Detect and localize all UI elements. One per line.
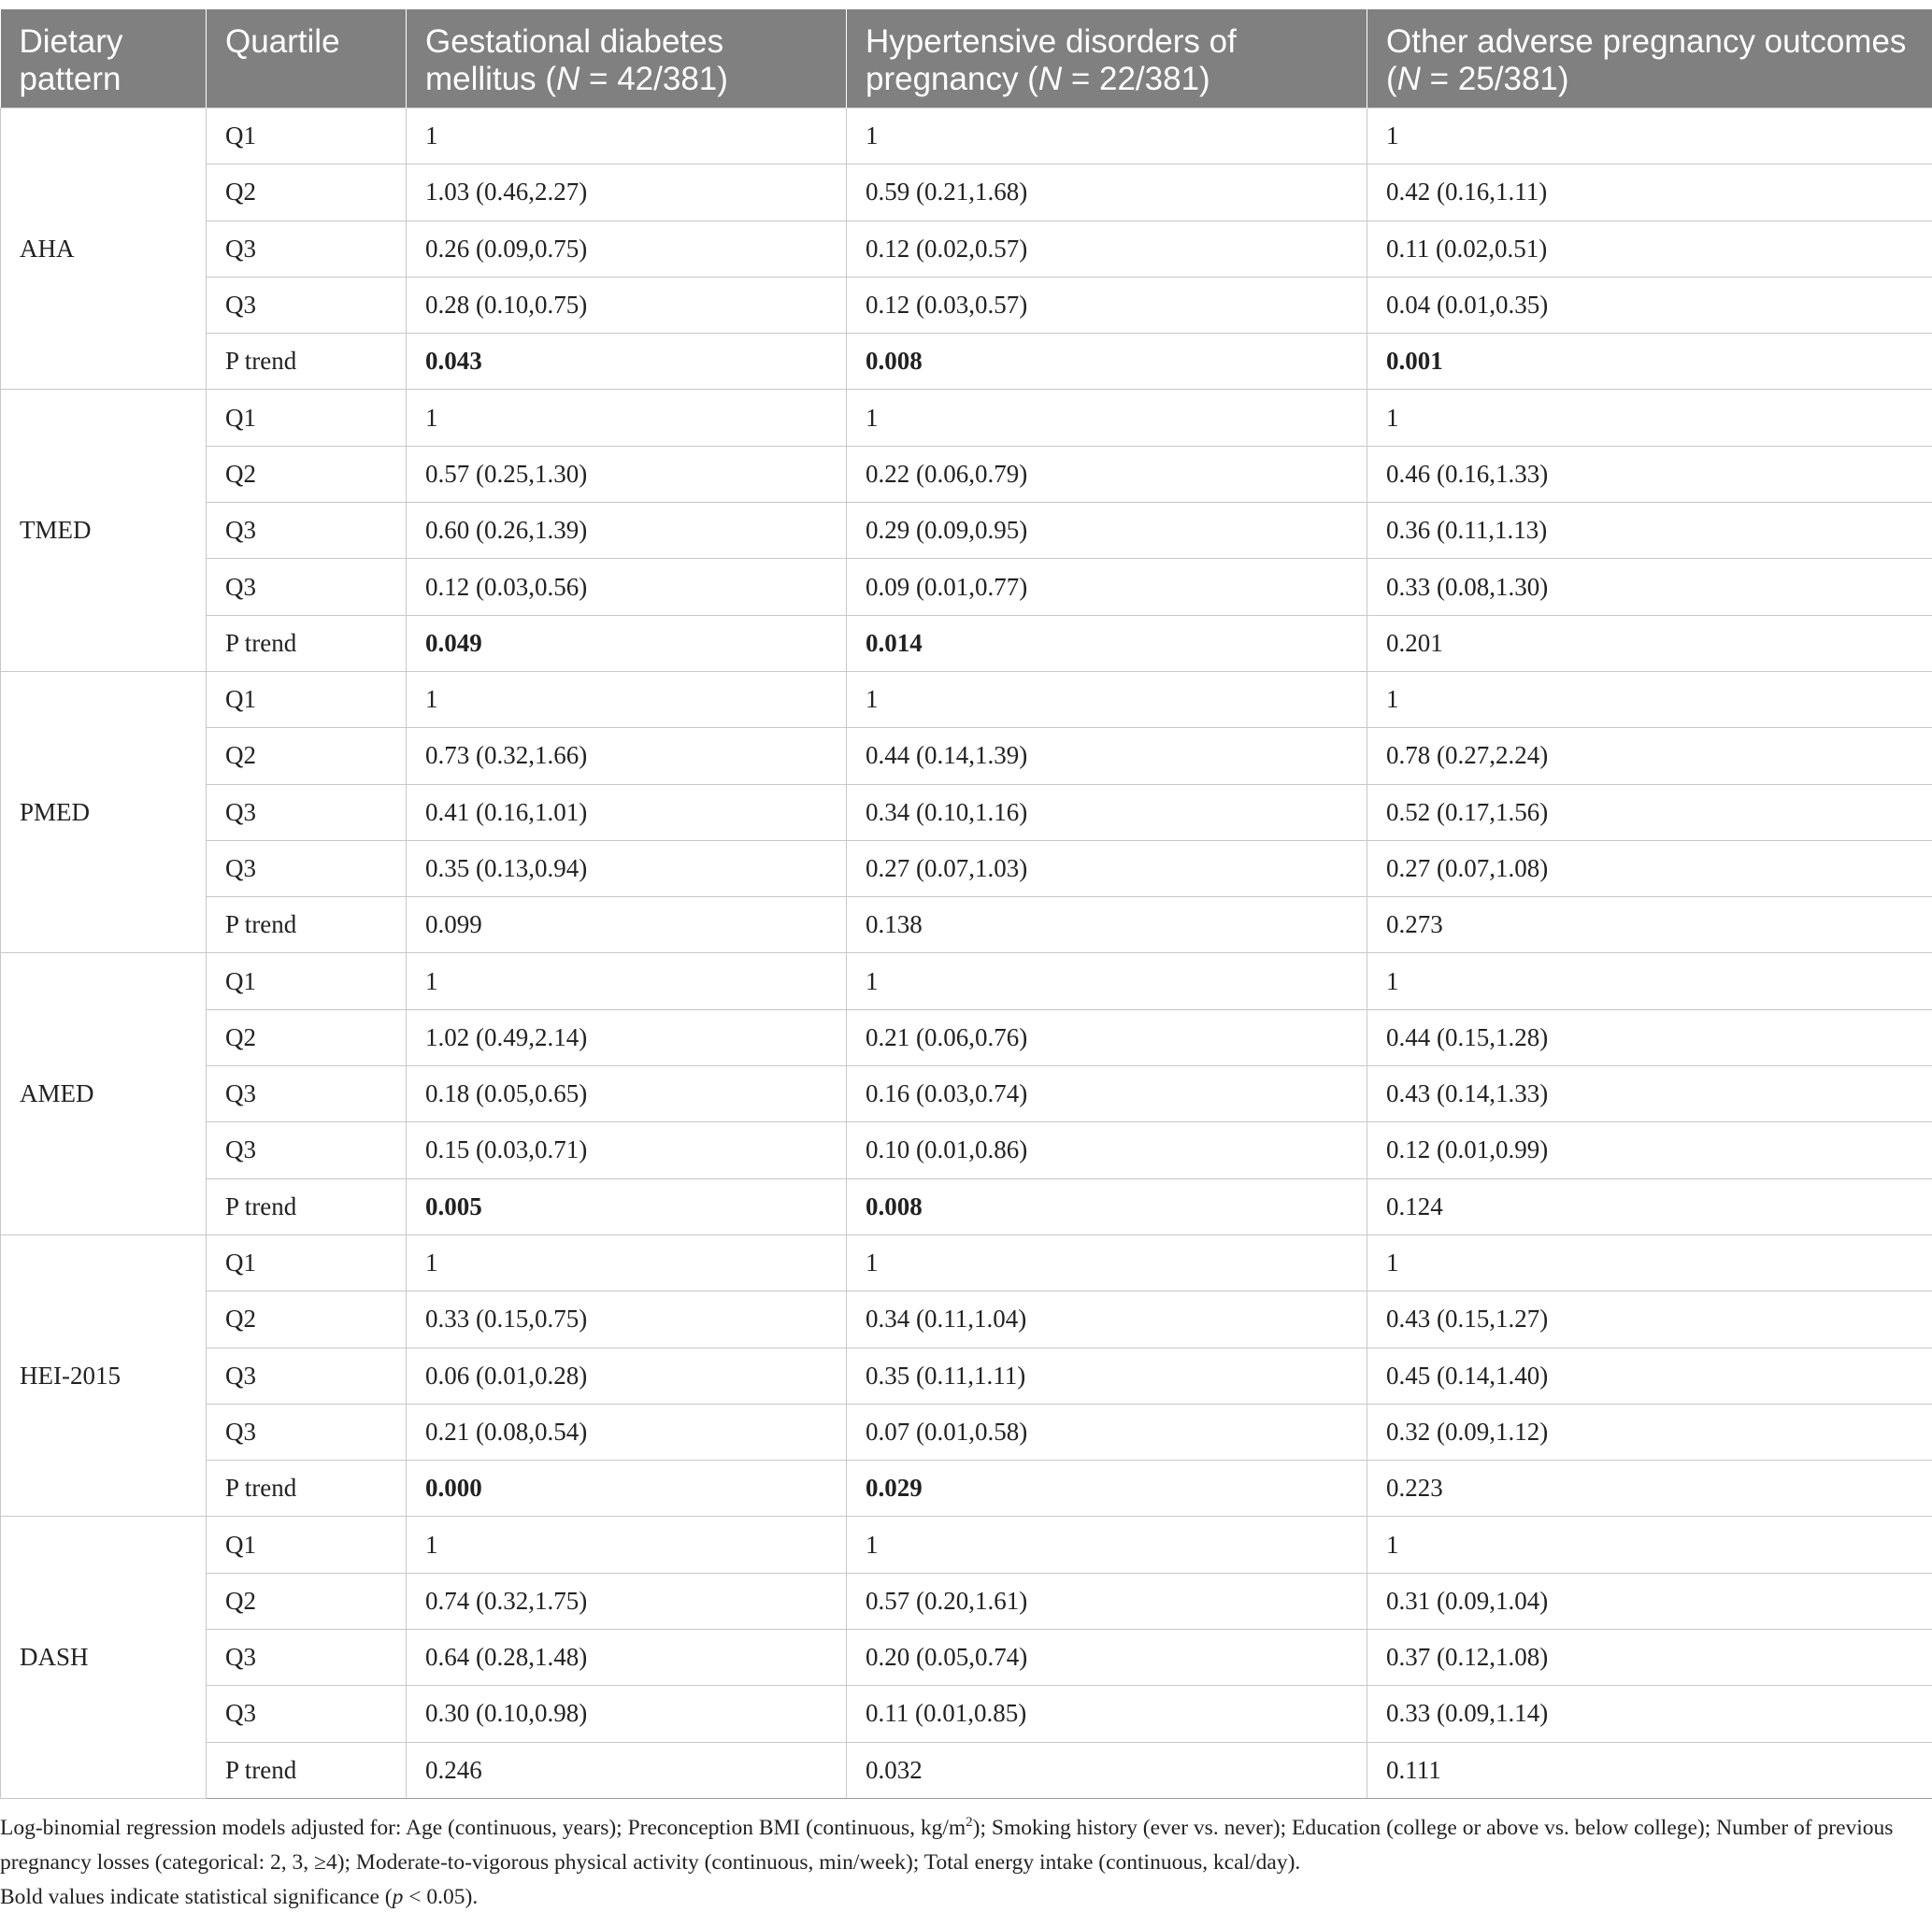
cell-quartile: Q2 [207, 446, 407, 502]
cell-hdp: 0.21 (0.06,0.76) [847, 1009, 1367, 1065]
cell-other: 0.223 [1367, 1461, 1932, 1517]
cell-other: 0.11 (0.02,0.51) [1367, 221, 1932, 277]
cell-hdp: 1 [847, 953, 1367, 1009]
cell-other: 0.33 (0.08,1.30) [1367, 559, 1932, 615]
cell-quartile: Q3 [207, 1686, 407, 1742]
cell-quartile: Q3 [207, 784, 407, 840]
cell-gdm: 0.043 [407, 334, 847, 390]
footnote-superscript: 2 [966, 1815, 973, 1831]
header-other-n-symbol: N [1396, 61, 1421, 97]
cell-hdp: 0.27 (0.07,1.03) [847, 840, 1367, 896]
footnote-significance [0, 1880, 1932, 1915]
cell-hdp: 0.008 [847, 1178, 1367, 1234]
cell-hdp: 0.44 (0.14,1.39) [847, 728, 1367, 784]
cell-hdp: 0.12 (0.02,0.57) [847, 221, 1367, 277]
cell-gdm: 0.35 (0.13,0.94) [407, 840, 847, 896]
cell-hdp: 0.138 [847, 897, 1367, 953]
table-row [1, 1291, 1932, 1348]
table-row [1, 784, 1932, 840]
cell-other: 0.37 (0.12,1.08) [1367, 1630, 1932, 1686]
cell-other: 0.12 (0.01,0.99) [1367, 1122, 1932, 1178]
cell-hdp: 0.34 (0.10,1.16) [847, 784, 1367, 840]
cell-gdm: 0.18 (0.05,0.65) [407, 1066, 847, 1122]
cell-other: 1 [1367, 108, 1932, 164]
cell-quartile: Q2 [207, 1009, 407, 1065]
cell-quartile: Q3 [207, 559, 407, 615]
cell-hdp: 1 [847, 1234, 1367, 1291]
table-row [1, 390, 1932, 446]
cell-other: 0.201 [1367, 615, 1932, 671]
cell-quartile: Q3 [207, 277, 407, 333]
table-row [1, 503, 1932, 559]
cell-hdp: 0.10 (0.01,0.86) [847, 1122, 1367, 1178]
cell-gdm: 1.03 (0.46,2.27) [407, 164, 847, 221]
footnote-adjustment-text-b: ); Smoking history (ever vs. never); Education (college or above vs. below college); Number of previous pregnancy losses (categorical: 2, 3, ≥4); Moderate-to-vigorous physical activity (continuous, min/week); Total energy intake (continuous, kcal/day). [0, 1816, 1894, 1875]
cell-hdp: 1 [847, 108, 1367, 164]
cell-gdm: 0.000 [407, 1461, 847, 1517]
cell-quartile: Q2 [207, 164, 407, 221]
cell-other: 0.32 (0.09,1.12) [1367, 1404, 1932, 1460]
cell-gdm: 0.099 [407, 897, 847, 953]
cell-gdm: 0.30 (0.10,0.98) [407, 1686, 847, 1742]
cell-gdm: 0.15 (0.03,0.71) [407, 1122, 847, 1178]
table-row [1, 1348, 1932, 1404]
header-gdm-label: Gestational diabetes mellitus ( [425, 23, 724, 97]
cell-quartile: Q3 [207, 503, 407, 559]
cell-gdm: 0.049 [407, 615, 847, 671]
footnote-p-symbol: p [392, 1885, 404, 1909]
cell-gdm: 1.02 (0.49,2.14) [407, 1009, 847, 1065]
cell-other: 0.46 (0.16,1.33) [1367, 446, 1932, 502]
cell-hdp: 0.12 (0.03,0.57) [847, 277, 1367, 333]
cell-hdp: 0.22 (0.06,0.79) [847, 446, 1367, 502]
cell-hdp: 0.014 [847, 615, 1367, 671]
cell-gdm: 0.41 (0.16,1.01) [407, 784, 847, 840]
cell-other: 1 [1367, 671, 1932, 727]
cell-gdm: 0.74 (0.32,1.75) [407, 1573, 847, 1629]
table-row [1, 277, 1932, 333]
cell-other: 0.44 (0.15,1.28) [1367, 1009, 1932, 1065]
cell-hdp: 0.032 [847, 1742, 1367, 1798]
table-footnotes [0, 1811, 1932, 1915]
header-row [1, 9, 1932, 108]
table-row [1, 221, 1932, 277]
table-row [1, 334, 1932, 390]
cell-hdp: 0.16 (0.03,0.74) [847, 1066, 1367, 1122]
table-row [1, 897, 1932, 953]
header-other-label: Other adverse pregnancy outcomes ( [1386, 23, 1907, 97]
cell-other: 0.78 (0.27,2.24) [1367, 728, 1932, 784]
table-body [1, 108, 1932, 1799]
cell-gdm: 0.246 [407, 1742, 847, 1798]
cell-quartile: Q1 [207, 1234, 407, 1291]
cell-quartile: Q3 [207, 1066, 407, 1122]
cell-other: 0.27 (0.07,1.08) [1367, 840, 1932, 896]
header-hdp-n-value: = 22/381) [1062, 61, 1210, 97]
cell-other: 0.31 (0.09,1.04) [1367, 1573, 1932, 1629]
cell-gdm: 0.64 (0.28,1.48) [407, 1630, 847, 1686]
table-row [1, 1461, 1932, 1517]
cell-hdp: 1 [847, 1517, 1367, 1573]
cell-other: 1 [1367, 390, 1932, 446]
cell-quartile: Q3 [207, 840, 407, 896]
cell-gdm: 1 [407, 953, 847, 1009]
cell-other: 0.111 [1367, 1742, 1932, 1798]
cell-other: 0.33 (0.09,1.14) [1367, 1686, 1932, 1742]
cell-hdp: 0.07 (0.01,0.58) [847, 1404, 1367, 1460]
header-other-n-value: = 25/381) [1420, 61, 1569, 97]
table-row [1, 728, 1932, 784]
cell-hdp: 0.008 [847, 334, 1367, 390]
cell-other: 1 [1367, 1517, 1932, 1573]
cell-other: 0.04 (0.01,0.35) [1367, 277, 1932, 333]
table-row [1, 840, 1932, 896]
cell-gdm: 0.06 (0.01,0.28) [407, 1348, 847, 1404]
header-hdp [847, 9, 1367, 108]
cell-quartile: P trend [207, 1461, 407, 1517]
cell-gdm: 0.21 (0.08,0.54) [407, 1404, 847, 1460]
cell-hdp: 0.59 (0.21,1.68) [847, 164, 1367, 221]
cell-quartile: P trend [207, 897, 407, 953]
cell-hdp: 1 [847, 671, 1367, 727]
cell-quartile: Q2 [207, 1573, 407, 1629]
cell-quartile: Q1 [207, 390, 407, 446]
cell-gdm: 1 [407, 1234, 847, 1291]
table-row [1, 1234, 1932, 1291]
footnote-significance-text-a: Bold values indicate statistical significance ( [0, 1885, 393, 1909]
table-row [1, 1630, 1932, 1686]
footnote-adjustment-text-a: Log-binomial regression models adjusted for: Age (continuous, years); Preconception BMI (continuous, kg/m [0, 1816, 966, 1840]
header-other [1367, 9, 1932, 108]
header-gdm-n-symbol: N [556, 61, 580, 97]
cell-quartile: Q1 [207, 671, 407, 727]
cell-other: 0.273 [1367, 897, 1932, 953]
cell-other: 1 [1367, 953, 1932, 1009]
cell-quartile: Q1 [207, 108, 407, 164]
cell-quartile: P trend [207, 615, 407, 671]
cell-gdm: 0.26 (0.09,0.75) [407, 221, 847, 277]
cell-hdp: 0.34 (0.11,1.04) [847, 1291, 1367, 1348]
cell-gdm: 0.57 (0.25,1.30) [407, 446, 847, 502]
cell-gdm: 0.60 (0.26,1.39) [407, 503, 847, 559]
header-gdm [407, 9, 847, 108]
cell-quartile: Q3 [207, 1122, 407, 1178]
cell-hdp: 0.20 (0.05,0.74) [847, 1630, 1367, 1686]
cell-hdp: 0.29 (0.09,0.95) [847, 503, 1367, 559]
table-row [1, 671, 1932, 727]
cell-gdm: 0.005 [407, 1178, 847, 1234]
cell-hdp: 0.029 [847, 1461, 1367, 1517]
cell-quartile: Q2 [207, 1291, 407, 1348]
results-table [0, 9, 1932, 1799]
header-gdm-n-value: = 42/381) [580, 61, 728, 97]
cell-hdp: 0.35 (0.11,1.11) [847, 1348, 1367, 1404]
table-header [1, 9, 1932, 108]
cell-other: 0.36 (0.11,1.13) [1367, 503, 1932, 559]
cell-quartile: Q1 [207, 953, 407, 1009]
table-row [1, 615, 1932, 671]
table-row [1, 559, 1932, 615]
cell-hdp: 1 [847, 390, 1367, 446]
cell-other: 0.43 (0.14,1.33) [1367, 1066, 1932, 1122]
footnote-adjustment [0, 1811, 1932, 1880]
cell-dietary-pattern: DASH [1, 1517, 207, 1798]
cell-dietary-pattern: PMED [1, 671, 207, 952]
cell-quartile: Q3 [207, 1348, 407, 1404]
footnote-significance-text-b: < 0.05). [403, 1885, 479, 1909]
header-hdp-n-symbol: N [1038, 61, 1063, 97]
cell-quartile: P trend [207, 1178, 407, 1234]
cell-other: 0.42 (0.16,1.11) [1367, 164, 1932, 221]
table-row [1, 1066, 1932, 1122]
cell-hdp: 0.09 (0.01,0.77) [847, 559, 1367, 615]
cell-quartile: P trend [207, 1742, 407, 1798]
cell-quartile: Q3 [207, 1404, 407, 1460]
cell-hdp: 0.11 (0.01,0.85) [847, 1686, 1367, 1742]
cell-other: 0.124 [1367, 1178, 1932, 1234]
header-dietary-pattern: Dietary pattern [1, 9, 207, 108]
cell-gdm: 1 [407, 1517, 847, 1573]
cell-hdp: 0.57 (0.20,1.61) [847, 1573, 1367, 1629]
header-hdp-label: Hypertensive disorders of pregnancy ( [866, 23, 1237, 97]
cell-gdm: 0.12 (0.03,0.56) [407, 559, 847, 615]
table-row [1, 1686, 1932, 1742]
cell-dietary-pattern: AMED [1, 953, 207, 1234]
cell-gdm: 0.28 (0.10,0.75) [407, 277, 847, 333]
table-row [1, 1009, 1932, 1065]
table-row [1, 1404, 1932, 1460]
cell-other: 1 [1367, 1234, 1932, 1291]
table-row [1, 164, 1932, 221]
table-row [1, 953, 1932, 1009]
cell-gdm: 0.73 (0.32,1.66) [407, 728, 847, 784]
table-row [1, 446, 1932, 502]
cell-other: 0.45 (0.14,1.40) [1367, 1348, 1932, 1404]
header-quartile: Quartile [207, 9, 407, 108]
cell-gdm: 1 [407, 390, 847, 446]
cell-quartile: P trend [207, 334, 407, 390]
table-row [1, 108, 1932, 164]
table-row [1, 1573, 1932, 1629]
cell-dietary-pattern: TMED [1, 390, 207, 671]
table-row [1, 1742, 1932, 1798]
table-row [1, 1122, 1932, 1178]
cell-dietary-pattern: AHA [1, 108, 207, 390]
cell-gdm: 1 [407, 671, 847, 727]
cell-quartile: Q1 [207, 1517, 407, 1573]
cell-dietary-pattern: HEI-2015 [1, 1234, 207, 1516]
cell-other: 0.001 [1367, 334, 1932, 390]
cell-quartile: Q3 [207, 221, 407, 277]
cell-other: 0.52 (0.17,1.56) [1367, 784, 1932, 840]
table-row [1, 1517, 1932, 1573]
cell-quartile: Q3 [207, 1630, 407, 1686]
cell-gdm: 1 [407, 108, 847, 164]
cell-quartile: Q2 [207, 728, 407, 784]
cell-gdm: 0.33 (0.15,0.75) [407, 1291, 847, 1348]
table-row [1, 1178, 1932, 1234]
cell-other: 0.43 (0.15,1.27) [1367, 1291, 1932, 1348]
